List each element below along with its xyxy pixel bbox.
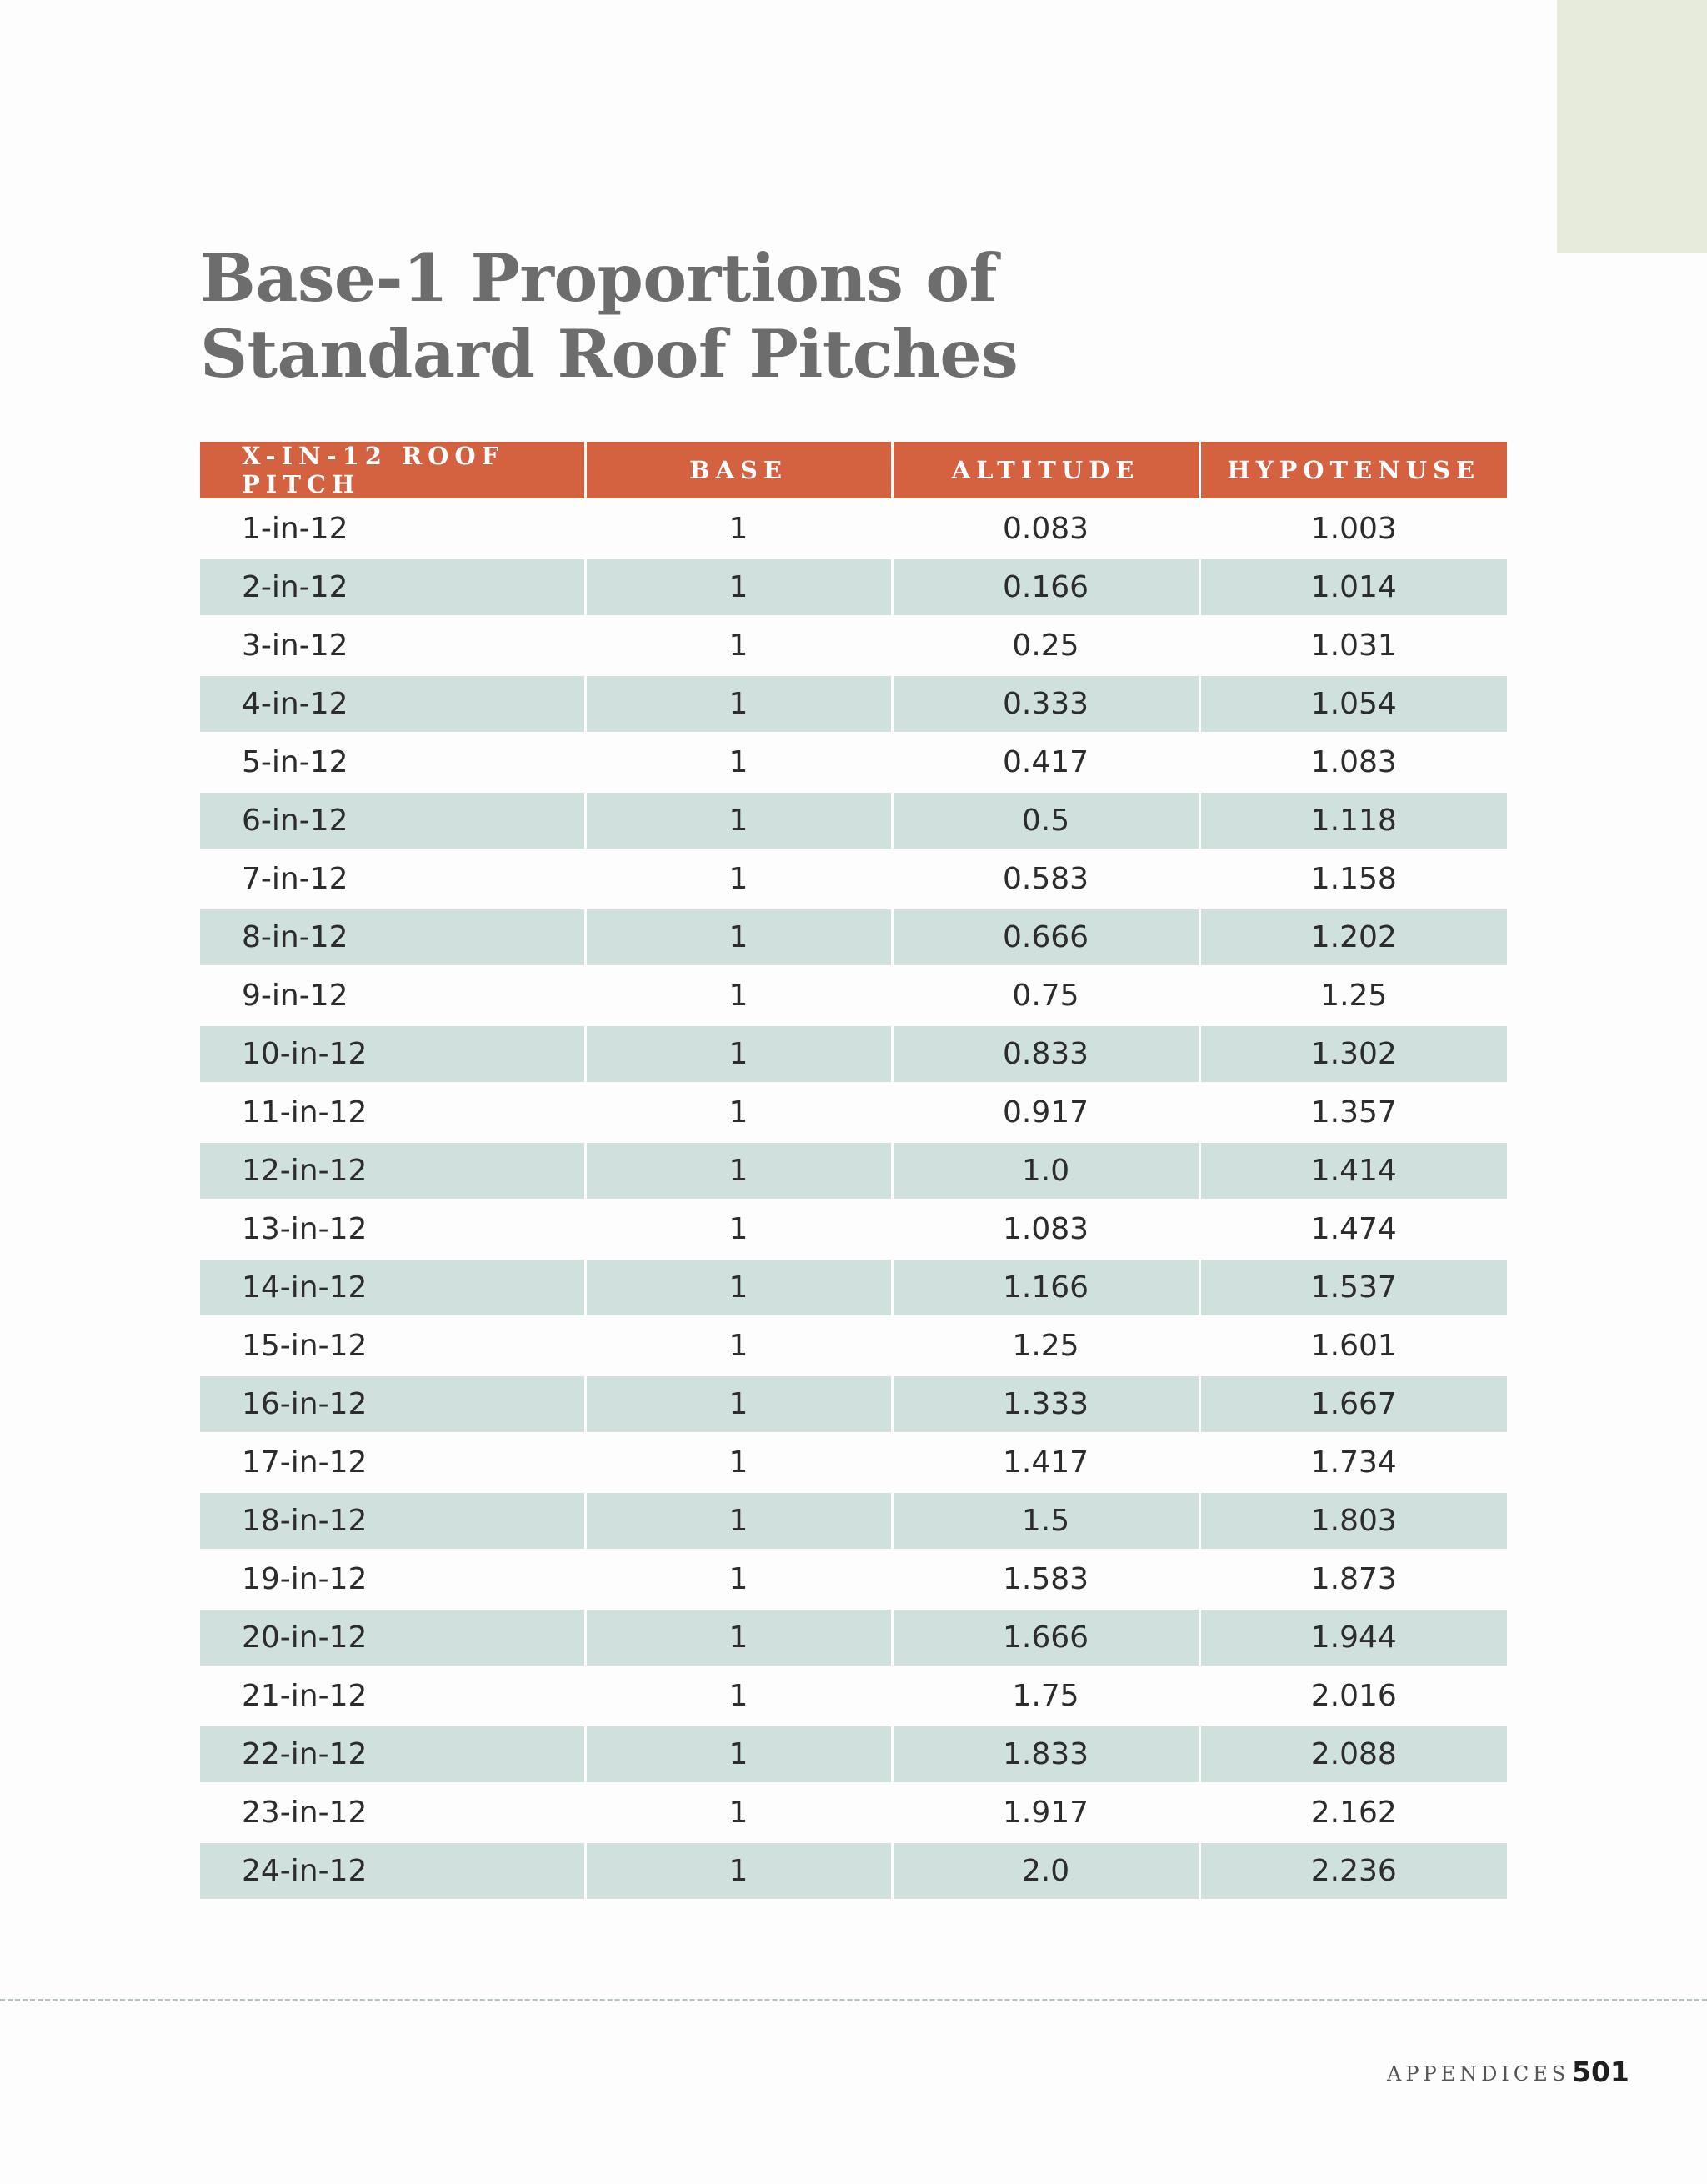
cell-altitude: 0.5 xyxy=(892,792,1199,850)
cell-hypotenuse: 1.003 xyxy=(1199,500,1507,559)
cell-altitude: 1.917 xyxy=(892,1784,1199,1842)
table-row xyxy=(200,1492,1507,1550)
page-title xyxy=(200,240,1018,392)
cell-base: 1 xyxy=(585,1434,892,1492)
table-row xyxy=(200,559,1507,617)
table-row xyxy=(200,1317,1507,1375)
table-row xyxy=(200,1142,1507,1200)
cell-base: 1 xyxy=(585,1317,892,1375)
cell-hypotenuse: 2.236 xyxy=(1199,1842,1507,1900)
cell-altitude: 1.166 xyxy=(892,1259,1199,1317)
cell-hypotenuse: 1.014 xyxy=(1199,559,1507,617)
cell-base: 1 xyxy=(585,1842,892,1900)
cell-base: 1 xyxy=(585,967,892,1025)
cell-roof-pitch: 13-in-12 xyxy=(200,1200,585,1259)
cell-altitude: 0.083 xyxy=(892,500,1199,559)
cell-roof-pitch: 15-in-12 xyxy=(200,1317,585,1375)
cell-hypotenuse: 1.25 xyxy=(1199,967,1507,1025)
table-row xyxy=(200,967,1507,1025)
cell-hypotenuse: 1.357 xyxy=(1199,1084,1507,1142)
page-title-line-1: Base-1 Proportions of xyxy=(200,239,998,317)
cell-base: 1 xyxy=(585,1492,892,1550)
table-row xyxy=(200,792,1507,850)
cell-roof-pitch: 21-in-12 xyxy=(200,1667,585,1726)
cell-roof-pitch: 12-in-12 xyxy=(200,1142,585,1200)
cell-roof-pitch: 23-in-12 xyxy=(200,1784,585,1842)
table-row xyxy=(200,500,1507,559)
cell-base: 1 xyxy=(585,1550,892,1609)
cell-altitude: 0.917 xyxy=(892,1084,1199,1142)
cell-altitude: 0.166 xyxy=(892,559,1199,617)
table-row xyxy=(200,1025,1507,1084)
table-row xyxy=(200,1726,1507,1784)
cell-base: 1 xyxy=(585,559,892,617)
cell-base: 1 xyxy=(585,1609,892,1667)
cell-altitude: 0.25 xyxy=(892,617,1199,675)
cell-hypotenuse: 1.667 xyxy=(1199,1375,1507,1434)
cell-altitude: 0.333 xyxy=(892,675,1199,734)
cell-altitude: 1.0 xyxy=(892,1142,1199,1200)
cell-altitude: 0.583 xyxy=(892,850,1199,909)
cell-altitude: 1.25 xyxy=(892,1317,1199,1375)
cell-altitude: 0.666 xyxy=(892,909,1199,967)
table-row xyxy=(200,1842,1507,1900)
cell-base: 1 xyxy=(585,675,892,734)
cell-base: 1 xyxy=(585,1726,892,1784)
table-row xyxy=(200,1259,1507,1317)
cell-roof-pitch: 2-in-12 xyxy=(200,559,585,617)
cell-altitude: 1.417 xyxy=(892,1434,1199,1492)
table-header-row xyxy=(200,442,1507,500)
corner-tab xyxy=(1557,0,1707,253)
cell-altitude: 1.833 xyxy=(892,1726,1199,1784)
table-row xyxy=(200,1434,1507,1492)
cell-hypotenuse: 2.088 xyxy=(1199,1726,1507,1784)
cell-base: 1 xyxy=(585,850,892,909)
cell-base: 1 xyxy=(585,1142,892,1200)
table-row xyxy=(200,850,1507,909)
cell-roof-pitch: 16-in-12 xyxy=(200,1375,585,1434)
cell-base: 1 xyxy=(585,792,892,850)
table-body xyxy=(200,500,1507,1900)
cell-base: 1 xyxy=(585,500,892,559)
cell-hypotenuse: 1.734 xyxy=(1199,1434,1507,1492)
cell-roof-pitch: 5-in-12 xyxy=(200,734,585,792)
cell-hypotenuse: 1.302 xyxy=(1199,1025,1507,1084)
cell-base: 1 xyxy=(585,1259,892,1317)
table-row xyxy=(200,734,1507,792)
cell-roof-pitch: 20-in-12 xyxy=(200,1609,585,1667)
cell-hypotenuse: 1.031 xyxy=(1199,617,1507,675)
cell-base: 1 xyxy=(585,1200,892,1259)
table-row xyxy=(200,675,1507,734)
header-base: BASE xyxy=(585,442,892,500)
cell-roof-pitch: 14-in-12 xyxy=(200,1259,585,1317)
cell-altitude: 1.083 xyxy=(892,1200,1199,1259)
cell-hypotenuse: 1.414 xyxy=(1199,1142,1507,1200)
cell-roof-pitch: 9-in-12 xyxy=(200,967,585,1025)
running-footer-section: APPENDICES xyxy=(1387,2062,1570,2086)
cell-roof-pitch: 4-in-12 xyxy=(200,675,585,734)
cell-hypotenuse: 1.118 xyxy=(1199,792,1507,850)
cell-hypotenuse: 1.054 xyxy=(1199,675,1507,734)
table-row xyxy=(200,617,1507,675)
cell-roof-pitch: 19-in-12 xyxy=(200,1550,585,1609)
cell-altitude: 2.0 xyxy=(892,1842,1199,1900)
header-roof-pitch: X-IN-12 ROOF PITCH xyxy=(200,442,585,500)
cell-roof-pitch: 18-in-12 xyxy=(200,1492,585,1550)
cell-roof-pitch: 17-in-12 xyxy=(200,1434,585,1492)
cell-roof-pitch: 1-in-12 xyxy=(200,500,585,559)
cell-altitude: 1.583 xyxy=(892,1550,1199,1609)
cell-hypotenuse: 1.158 xyxy=(1199,850,1507,909)
cell-altitude: 1.666 xyxy=(892,1609,1199,1667)
page-title-line-2: Standard Roof Pitches xyxy=(200,315,1019,393)
cell-altitude: 0.417 xyxy=(892,734,1199,792)
table-row xyxy=(200,1609,1507,1667)
cell-hypotenuse: 1.601 xyxy=(1199,1317,1507,1375)
table-row xyxy=(200,1375,1507,1434)
cell-roof-pitch: 11-in-12 xyxy=(200,1084,585,1142)
cell-hypotenuse: 1.083 xyxy=(1199,734,1507,792)
cell-base: 1 xyxy=(585,1025,892,1084)
header-hypotenuse: HYPOTENUSE xyxy=(1199,442,1507,500)
roof-pitch-table xyxy=(200,442,1507,1899)
cell-hypotenuse: 1.202 xyxy=(1199,909,1507,967)
cell-base: 1 xyxy=(585,1784,892,1842)
cell-hypotenuse: 1.873 xyxy=(1199,1550,1507,1609)
cell-altitude: 1.75 xyxy=(892,1667,1199,1726)
cell-altitude: 1.5 xyxy=(892,1492,1199,1550)
table-row xyxy=(200,1200,1507,1259)
cell-base: 1 xyxy=(585,617,892,675)
cell-base: 1 xyxy=(585,734,892,792)
cell-roof-pitch: 22-in-12 xyxy=(200,1726,585,1784)
cell-base: 1 xyxy=(585,1667,892,1726)
cell-base: 1 xyxy=(585,1084,892,1142)
cell-altitude: 0.833 xyxy=(892,1025,1199,1084)
cell-hypotenuse: 1.803 xyxy=(1199,1492,1507,1550)
cell-base: 1 xyxy=(585,1375,892,1434)
cell-roof-pitch: 7-in-12 xyxy=(200,850,585,909)
table-row xyxy=(200,1784,1507,1842)
cell-hypotenuse: 2.016 xyxy=(1199,1667,1507,1726)
cell-hypotenuse: 1.537 xyxy=(1199,1259,1507,1317)
cell-roof-pitch: 6-in-12 xyxy=(200,792,585,850)
cell-roof-pitch: 10-in-12 xyxy=(200,1025,585,1084)
table-row xyxy=(200,909,1507,967)
cell-altitude: 1.333 xyxy=(892,1375,1199,1434)
page-number: 501 xyxy=(1572,2056,1629,2088)
cell-altitude: 0.75 xyxy=(892,967,1199,1025)
table-row xyxy=(200,1084,1507,1142)
cell-roof-pitch: 8-in-12 xyxy=(200,909,585,967)
proportions-table-container xyxy=(200,442,1507,1899)
table-row xyxy=(200,1667,1507,1726)
footer-divider xyxy=(0,1999,1707,2001)
cell-hypotenuse: 2.162 xyxy=(1199,1784,1507,1842)
cell-roof-pitch: 24-in-12 xyxy=(200,1842,585,1900)
cell-base: 1 xyxy=(585,909,892,967)
cell-roof-pitch: 3-in-12 xyxy=(200,617,585,675)
header-altitude: ALTITUDE xyxy=(892,442,1199,500)
cell-hypotenuse: 1.474 xyxy=(1199,1200,1507,1259)
cell-hypotenuse: 1.944 xyxy=(1199,1609,1507,1667)
table-row xyxy=(200,1550,1507,1609)
